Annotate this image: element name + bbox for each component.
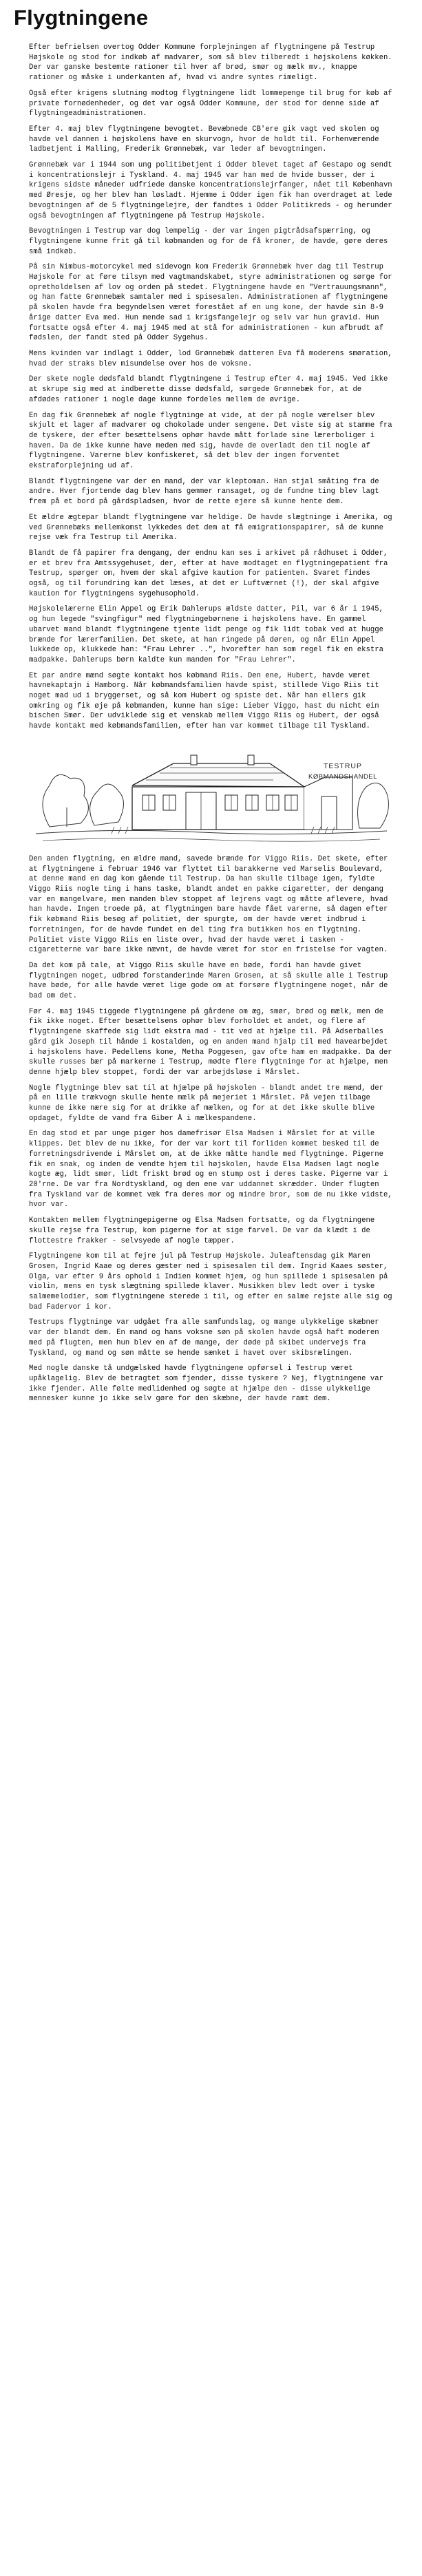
article-body-bottom xyxy=(29,854,394,1404)
paragraph: Med nogle danske tå undgælsked havde flygtningene opførsel i Testrup været upåklagelig. Blev de betragtet som fjender, disse tyskere ? Nej, flygtningene var ikke fjender. Alle følte medlidenhed og søgte at hjælpe den - disse ulykkelige mennesker kunne jo ikke selv gøre for den skæbne, der havde ramt dem. xyxy=(29,1364,383,1404)
paragraph: Den anden flygtning, en ældre mand, savede brænde for Viggo Riis. Det skete, efter at flygtningene i februar 1946 var flyttet til barakkerne ved Marselis Boulevard, at denne mand en dag kom gående til Testrup. Da han skulle tilbage igen, fyldte Viggo Riis nogle ting i hans taske, blandt andet en pakke cigaretter, der dengang var en mangelvare, men manden blev stoppet af lejrens vagt og måtte aflevere, hvad han havde. Ingen troede på, at flygtningen bare havde fået varerne, så dagen efter fik købmand Riis besøg af politiet, der spurgte, om der havde været indbrud i forretningen, for de havde fundet en del ting fra butikken hos en flygtning. Politiet viste Viggo Riis en liste over, hvad der havde været i tasken - cigaretterne var bare ikke nævnt, de havde været for stor en fristelse for vagten. xyxy=(29,854,388,955)
shop-building-sketch xyxy=(29,737,394,847)
paragraph: Også efter krigens slutning modtog flygtningene lidt lommepenge til brug for køb af private fornødenheder, og det var også Odder Kommune, der stod for denne side af flygtningeadministrationen. xyxy=(29,89,392,118)
paragraph: Blandt de få papirer fra dengang, der endnu kan ses i arkivet på rådhuset i Odder, er et brev fra Amtssygehuset, der, efter at have modtaget en flygtningepatient fra Testrup, spørger om, hvem der skal afgive kaution for patienten. Svaret findes også, og til forundring kan det læses, at det er Luftværnet (!), der skal afgive kaution for flygtningens sygehusophold. xyxy=(29,549,388,598)
paragraph: Et par andre mænd søgte kontakt hos købmand Riis. Den ene, Hubert, havde været havnekaptajn i Hamborg. Når købmandsfamilien havde spist, stillede Vigo Riis tit noget mad ud i bryggerset, og så kom Hubert og spiste det. Når han ellers gik omkring og fik øje på købmanden, kunne han sige: Lieber Viggo, hast du nicht ein bischen Smør. Der udviklede sig et venskab mellem Viggo Riis og Hubert, der også havde kontakt med købmandsfamilien, efter han var kommet tilbage til Tyskland. xyxy=(29,671,379,731)
paragraph: Nogle flygtninge blev sat til at hjælpe på højskolen - blandt andet tre mænd, der på en lille trækvogn skulle hente mælk på mejeriet i Mårslet. På vejen tilbage kunne de ikke nære sig for at drikke af mælken, og for at det ikke skulle blive opdaget, fyldte de vand fra Giber Å i mælkespandene. xyxy=(29,1084,383,1123)
caption-line-2: KØBMANDSHANDEL xyxy=(308,772,377,781)
article-body-top xyxy=(29,43,394,732)
paragraph: Efter 4. maj blev flygtningene bevogtet. Bevæbnede CB'ere gik vagt ved skolen og havde vel dannen i højskolens have en skurvogn, hvor de holdt til. Forhenværende ladbetjent i Malling, Frederik Grønnebæk, var leder af bevogtningen. xyxy=(29,125,379,154)
caption-line-1: TESTRUP xyxy=(323,761,362,770)
paragraph: Før 4. maj 1945 tiggede flygtningene på gårdene om æg, smør, brød og mælk, men de fik ikke noget. Efter besættelsens ophør blev forholdet et andet, og flere af flygtningene skaffede sig lidt ekstra mad - tit ved at hjælpe til. På Adserballes gård gik Joseph til hånde i kostalden, og en anden mand hjalp til med havearbejdet i højskolens have. Pedellens kone, Metha Poggesen, gav ofte ham en madpakke. Da der skulle russes bær på markerne i Testrup, mødte flere flygtninge for at hjælpe, men denne hjælp blev stoppet, fordi der var arbejdsløse i Mårslet. xyxy=(29,1007,392,1077)
paragraph: Blandt flygtningene var der en mand, der var kleptoman. Han stjal småting fra de andre. Hver fjortende dag blev hans gemmer ransaget, og de fundne ting blev lagt frem på et bord på gårdspladsen, hvor de rette ejere så kunne hente dem. xyxy=(29,477,379,507)
paragraph: Da det kom på tale, at Viggo Riis skulle have en bøde, fordi han havde givet flygtningen noget, udbrød forstanderinde Maren Grosen, at så skulle alle i Testrup have bøde, for alle havde været lige gode om at forsøre flygtningene noget, når de bad om det. xyxy=(29,961,388,1001)
store-illustration xyxy=(29,737,394,847)
paragraph: Testrups flygtninge var udgået fra alle samfundslag, og mange ulykkelige skæbner var der blandt dem. En mand og hans voksne søn på skolen havde også haft moderen med på flugten, men hun blev en af de mange, der døde på skibet undervejs fra Tyskland, og mand og søn måtte se hende sænket i havet over skibsrælingen. xyxy=(29,1318,379,1358)
paragraph: På sin Nimbus-motorcykel med sidevogn kom Frederik Grønnebæk hver dag til Testrup Højskole for at føre tilsyn med vagtmandskabet, styre administrationen og sørge for opretholdelsen af lov og orden på stedet. Flygtningene havde en "Vertrauungsmann", og han fatte Grønnebæk samtaler med i spisesalen. Administrationen af flygtningene på skolen havde fra begyndelsen været forestået af en ung kone, der havde sin 8-9 årige datter Eva med. Hun mende sad i krigsfangelejr og selv var hun gravid. Hun fortsatte også efter 4. maj 1945 med at stå for administrationen - kun afbrudt af fødslen, der fandt sted på Odder Sygehus. xyxy=(29,263,392,343)
paragraph: Bevogtningen i Testrup var dog lempelig - der var ingen pigtrådsafspærring, og flygtningene kunne frit gå til købmanden og for de få kroner, de havde, gøre deres små indkøb. xyxy=(29,227,388,256)
paragraph: Mens kvinden var indlagt i Odder, lod Grønnebæk datteren Eva få moderens smøration, hvad der straks blev misundelse over hos de voksne. xyxy=(29,349,392,368)
paragraph: Flygtningene kom til at fejre jul på Testrup Højskole. Juleaftensdag gik Maren Grosen, Ingrid Kaae og deres gæster ned i spisesalen til dem. Ingrid Kaaes søster, Olga, var efter 9 års ophold i Indien kommet hjem, og hun spillede i spisesalen på violin, mens en tysk slægtning spillede klaver. Musikken blev ledt over i tyske salmemelodier, som flygtningene sterede i til, og efter en salme rejste alle sig og bad Fadervor i kor. xyxy=(29,1252,392,1311)
page-title: Flygtningene xyxy=(14,6,149,30)
paragraph: En dag fik Grønnebæk af nogle flygtninge at vide, at der på nogle værelser blev skjult et lager af madvarer og chokolade under sengene. Det viste sig at stamme fra de tyskere, der efter besættelsens ophør havde mått forlade sine lærerboliger i haven. Da de ikke kunne have meden med sig, havde de overladt den til nogle af flygtningene. Varerne blev konfiskeret, så det blev der ingen forventet ekstraforplejning ud af. xyxy=(29,411,392,471)
paragraph: Kontakten mellem flygtningepigerne og Elsa Madsen fortsatte, og da flygtningene skulle rejse fra Testrup, kom pigerne for at sige farvel. De var da klædt i de flottestre frakker - selvsyede af nogle tæpper. xyxy=(29,1216,375,1245)
illustration-caption xyxy=(302,761,384,783)
paragraph: Højskolelærerne Elin Appel og Erik Dahlerups ældste datter, Pil, var 6 år i 1945, og hun legede "svingfigur" med flygtningebørnene i højskolens have. En gammel ubarvet mand blandt flygtningene tjente lidt penge og fik lidt tobak ved at hugge brænde for lærerfamilien. Det skete, at han ringede på døren, og når Elin Appel lukkede op, klukkede han: "Frau Lehrer ..", hvorefter han som regel fik en ekstra madpakke. Dahlerups børn kaldte kun manden for "Frau Lehrer". xyxy=(29,605,383,664)
paragraph: Efter befrielsen overtog Odder Kommune forplejningen af flygtningene på Testrup Højskole og stod for indkøb af madvarer, som så blev tilberedt i højskolens køkken. Der var ganske bestemte rationer til hver af brød, smør og mælk mv., knappe rationer og måske i underkanten af, hvad vi andre syntes rimeligt. xyxy=(29,43,392,83)
paragraph: Grønnebæk var i 1944 som ung politibetjent i Odder blevet taget af Gestapo og sendt i koncentrationslejr i Tyskland. 4. maj 1945 var han med de hvide busser, der i krigens sidste måneder udfriede danske koncentrationslejrfanger, nået til København med Øresje, og her blev han løsladt. Hjemme i Odder igen fik han overdraget at lede bevogtningen af de 5 flygtningelejre, der fandtes i Odder Politikreds - og herunder også bevogtningen af flygtningene på Testrup Højskole. xyxy=(29,161,392,220)
paragraph: Et ældre ægtepar blandt flygtningene var heldige. De havde slægtninge i Amerika, og ved Grønnebæks mellemkomst lykkedes det dem at få emigrationspapirer, så de kunne rejse væk fra Testrup til Amerika. xyxy=(29,513,392,542)
paragraph: En dag stod et par unge piger hos damefrisør Elsa Madsen i Mårslet for at ville klippes. Det blev de nu ikke, for der var kort til forliden kommet besked til de forretningsdrivende i Mårslet om, at de ikke måtte handle med flygtninge. Pigerne fik en snak, og inden de vendte hjem til højskolen, havde Elsa Madsen lagt nogle kogte æg, lidt smør, lidt friskt brød og en stump ost i deres taske. Pigerne var i 20'rne. De var fra Nordtyskland, og den ene var uddannet skrædder. Under flugten fra Tyskland var de kommet væk fra deres mor og mindre bror, som de nu ikke vidste, hvor var. xyxy=(29,1130,392,1210)
paragraph: Der skete nogle dødsfald blandt flygtningene i Testrup efter 4. maj 1945. Ved ikke at skrupe sig med at indberette disse dødsfald, sørgede Grønnebæk for, at de afdødes rationer i nogle dage kunne fordeles mellem de øvrige. xyxy=(29,375,388,404)
